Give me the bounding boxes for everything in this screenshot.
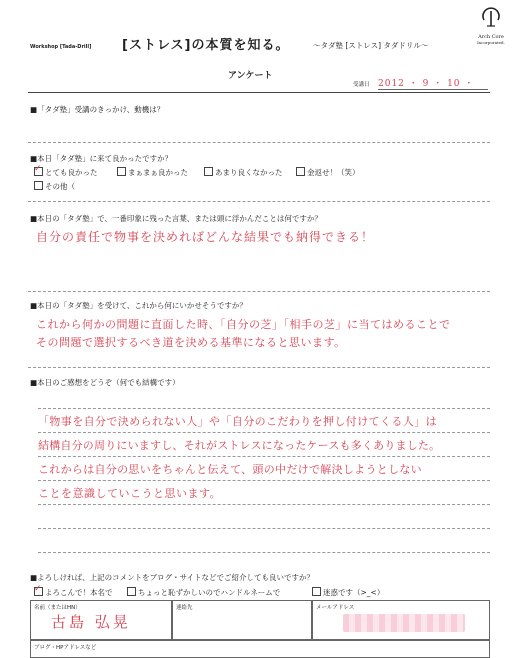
blog-field-label: ブログ・HPアドレスなど <box>34 645 97 651</box>
checkbox-checked-icon[interactable] <box>34 167 43 176</box>
header-divider <box>28 92 490 93</box>
writing-line <box>38 528 490 529</box>
option-other[interactable] <box>34 181 75 192</box>
option-label: とても良かった <box>45 168 98 177</box>
writing-line <box>38 552 490 553</box>
question-publish-permission: ■よろしければ、上記のコメントをブログ・サイトなどでご紹介しても良いですか？ <box>30 573 315 582</box>
answer-application-line: その問題で選択するべき道を決める基準になると思います。 <box>36 336 346 349</box>
option-label: ちょっと恥ずかしいのでハンドルネームで <box>138 588 281 597</box>
divider <box>28 201 490 202</box>
question-satisfaction: ■本日「タダ塾」に来て良かったですか？ <box>30 154 173 163</box>
option-label: まぁまぁ良かった <box>128 168 188 177</box>
question-impression: ■本日の「タダ塾」で、一番印象に残った言葉、または頭に浮かんだことは何ですか？ <box>30 214 322 223</box>
checkbox-icon[interactable] <box>204 167 213 176</box>
email-field[interactable] <box>312 600 490 640</box>
option-label: あまり良くなかった <box>215 168 283 177</box>
answer-impression: 自分の責任で物事を決めればどんな結果でも納得できる！ <box>36 230 375 244</box>
option-decline[interactable] <box>312 587 384 598</box>
workshop-label: Workshop [Tada-Drill] <box>30 44 92 50</box>
page-subtitle: 〜タダ塾 [ストレス] タダドリル〜 <box>313 41 429 50</box>
question-motivation: ■「タダ塾」受講のきっかけ、動機は？ <box>30 105 165 114</box>
page-title: [ストレス]の本質を知る。 <box>122 38 290 53</box>
option-very-good[interactable] <box>34 167 98 178</box>
blog-field[interactable] <box>30 640 490 658</box>
logo-text: Arch Core <box>478 34 504 40</box>
answer-comments-line: 「物事を自分で決められない人」や「自分のこだわりを押し付けてくる人」は <box>38 415 437 428</box>
name-field-value: 古島 弘晃 <box>51 613 131 631</box>
survey-heading: アンケート <box>228 71 273 81</box>
option-not-good[interactable] <box>204 167 283 178</box>
option-real-name[interactable] <box>34 587 113 598</box>
checkbox-icon[interactable] <box>117 167 126 176</box>
contact-field-label: 連絡先 <box>176 605 193 611</box>
answer-application-line: これから何かの問題に直面した時、「自分の芝」「相手の芝」に当てはめることで <box>36 318 451 331</box>
checkbox-icon[interactable] <box>312 587 321 596</box>
divider <box>28 291 490 292</box>
email-field-label: メールアドレス <box>316 605 355 611</box>
option-refund[interactable] <box>296 167 360 178</box>
writing-line <box>38 504 490 505</box>
option-label: よろこんで！本名で <box>45 588 113 597</box>
logo-subtext: Incorporated. <box>477 40 505 45</box>
date-underline <box>378 89 488 90</box>
answer-comments-line: これからは自分の思いをちゃんと伝えて、頭の中だけで解決しようとしない <box>38 463 422 476</box>
checkbox-icon[interactable] <box>34 181 43 190</box>
option-somewhat-good[interactable] <box>117 167 188 178</box>
checkbox-icon[interactable] <box>127 587 136 596</box>
option-label: 迷惑です（>_<） <box>323 588 385 597</box>
divider <box>28 142 490 143</box>
answer-comments-line: ことを意識していこうと思います。 <box>38 487 222 500</box>
name-field-label: 名前（またはHN） <box>34 605 81 611</box>
writing-line <box>38 432 490 433</box>
arch-core-logo <box>476 6 506 46</box>
date-value: 2012 ・ 9 ・ 10 ・ <box>378 79 475 89</box>
question-application: ■本日の「タダ塾」を受けて、これから何にいかせそうですか？ <box>30 301 247 310</box>
question-comments: ■本日のご感想をどうぞ（何でも結構です） <box>30 378 180 387</box>
checkbox-icon[interactable] <box>296 167 305 176</box>
writing-line <box>38 480 490 481</box>
checkbox-checked-icon[interactable] <box>34 587 43 596</box>
logo-mark-icon <box>480 6 502 30</box>
option-label: 金返せ！（笑） <box>307 168 360 177</box>
divider <box>28 367 490 368</box>
writing-line <box>38 456 490 457</box>
answer-comments-line: 結構自分の周りにいますし、それがストレスになったケースも多くありました。 <box>38 439 441 452</box>
writing-line <box>38 408 490 409</box>
redacted-email-mask <box>343 614 465 632</box>
date-label: 受講日 <box>353 82 370 88</box>
option-handle-name[interactable] <box>127 587 280 598</box>
option-label: その他（ <box>45 182 75 191</box>
contact-field[interactable] <box>172 600 312 640</box>
name-field[interactable] <box>30 600 172 640</box>
